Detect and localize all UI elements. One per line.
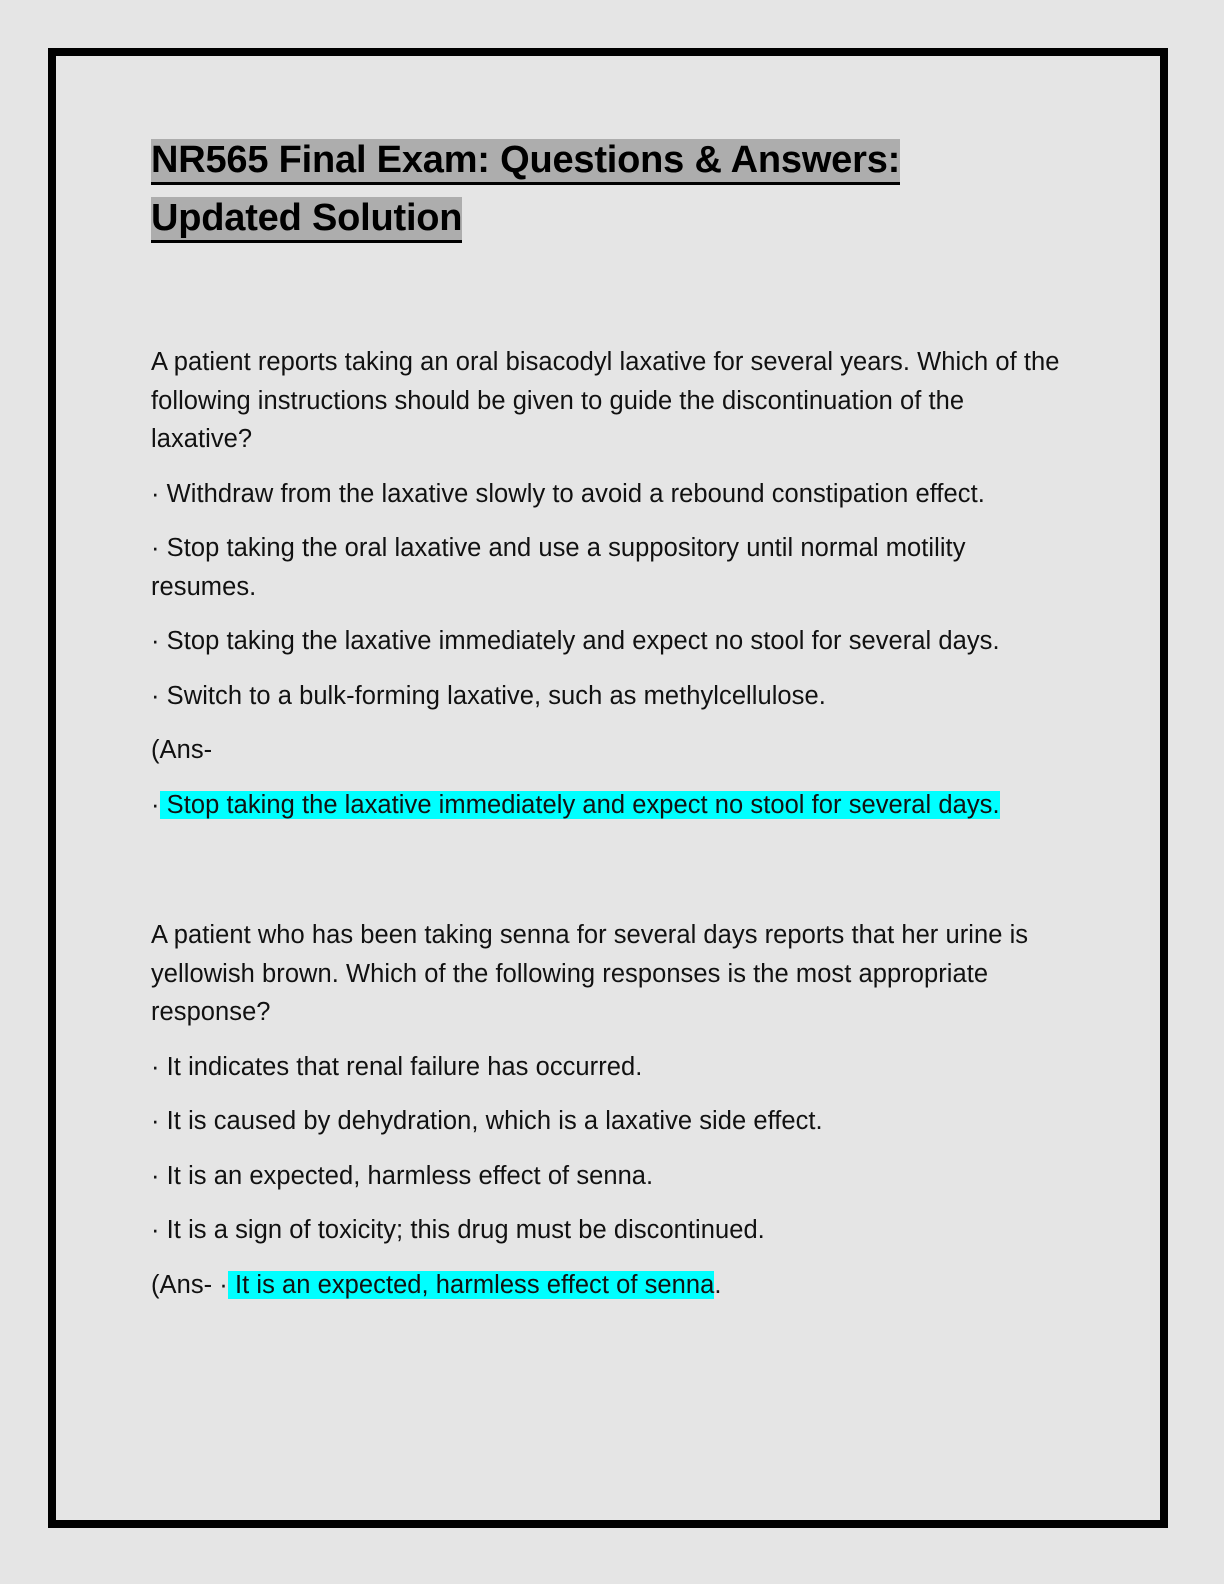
question-2-option-2: · It is caused by dehydration, which is a laxative side effect.: [151, 1107, 823, 1135]
page-title-line-1: NR565 Final Exam: Questions & Answers:: [151, 139, 900, 185]
question-2-stem: A patient who has been taking senna for several days reports that her urine is yellowish brown. Which of the following responses is the most appropriate response?: [151, 921, 1029, 1026]
title-spacer: [151, 247, 1063, 343]
question-1-answer: [151, 786, 1063, 825]
question-2-answer-prefix: (Ans- ·: [151, 1270, 228, 1299]
question-1-option-1: · Withdraw from the laxative slowly to avoid a rebound constipation effect.: [151, 479, 985, 508]
question-1-answer-bullet: ·: [151, 790, 160, 819]
question-gap-spacer: [151, 840, 1063, 916]
question-1-answer-prefix: (Ans-: [151, 736, 213, 764]
question-1-option-4: · Switch to a bulk-forming laxative, such as methylcellulose.: [151, 681, 826, 710]
document-page-border: [48, 48, 1168, 1528]
question-2-answer-suffix: .: [714, 1270, 722, 1299]
document-body: [151, 131, 1063, 1320]
page-title-line-2: Updated Solution: [151, 197, 462, 243]
question-2-option-4: · It is a sign of toxicity; this drug must be discontinued.: [151, 1216, 765, 1244]
question-1-answer-highlight: Stop taking the laxative immediately and expect no stool for several days.: [159, 790, 1000, 819]
question-2-answer: [151, 1266, 1063, 1305]
question-1-option-2: · Stop taking the oral laxative and use a suppository until normal motility resumes.: [151, 534, 966, 601]
question-1-stem: A patient reports taking an oral bisacodyl laxative for several years. Which of the following instructions should be given to guide the discontinuation of the laxative?: [151, 348, 1060, 453]
question-2-option-1: · It indicates that renal failure has occurred.: [151, 1052, 643, 1081]
question-2-option-3: · It is an expected, harmless effect of senna.: [151, 1161, 654, 1190]
page-title: [151, 131, 1063, 247]
question-2-answer-highlight: It is an expected, harmless effect of senna: [227, 1270, 715, 1299]
question-1-option-3: · Stop taking the laxative immediately and expect no stool for several days.: [151, 627, 1000, 655]
